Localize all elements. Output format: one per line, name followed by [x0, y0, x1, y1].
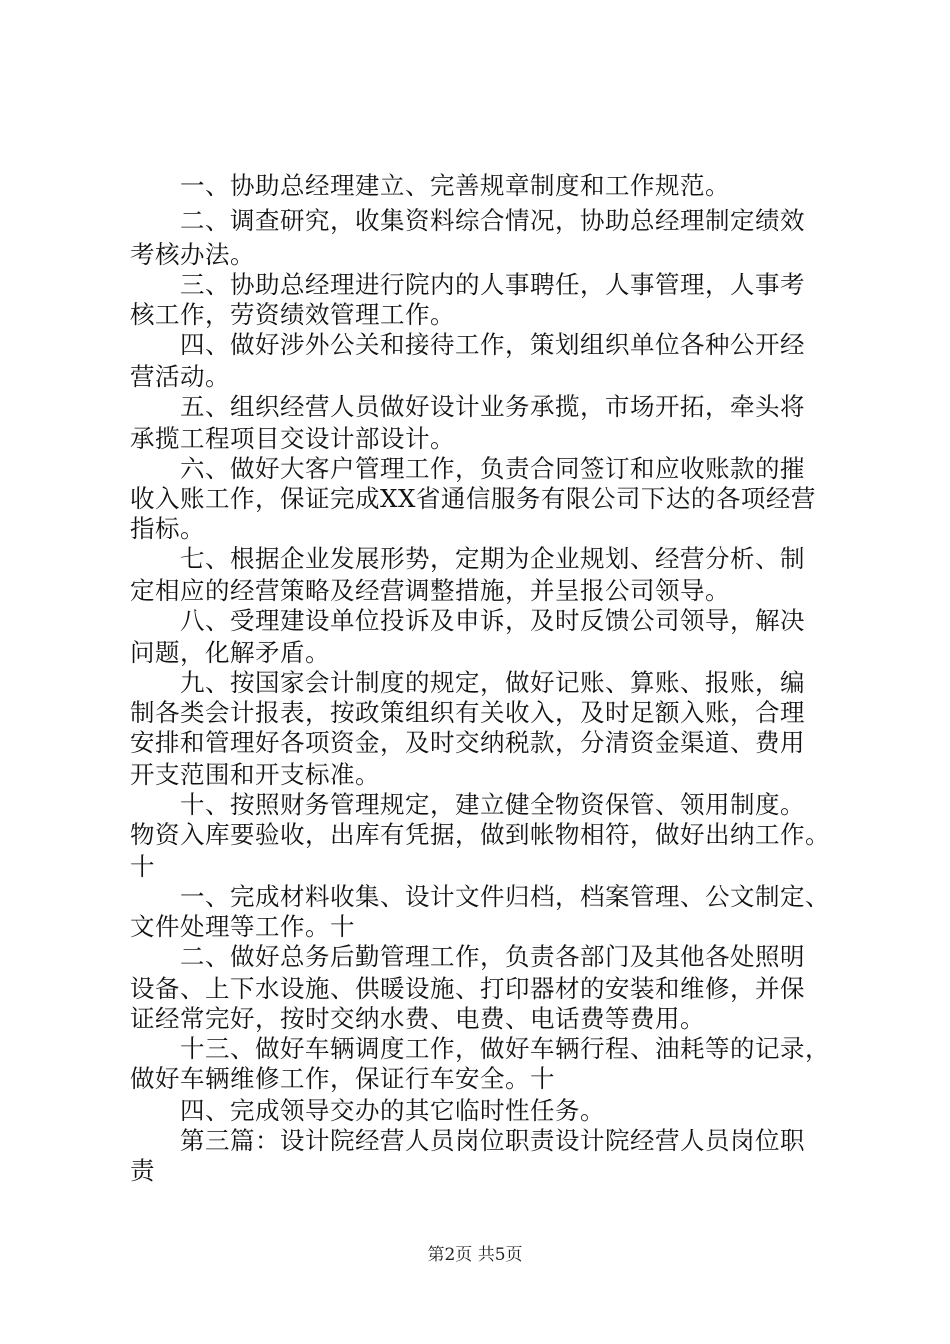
text-line: 十三、做好车辆调度工作，做好车辆行程、油耗等的记录，: [180, 1034, 830, 1063]
text-line: 定相应的经营策略及经营调整措施，并呈报公司领导。: [130, 576, 730, 605]
text-line: 问题，化解矛盾。: [130, 638, 330, 667]
text-line: 核工作，劳资绩效管理工作。: [130, 300, 455, 329]
text-line: 证经常完好，按时交纳水费、电费、电话费等费用。: [130, 1004, 705, 1033]
text-line: 做好车辆维修工作，保证行车安全。十: [130, 1064, 555, 1093]
text-line: 一、完成材料收集、设计文件归档，档案管理、公文制定、: [180, 882, 830, 911]
text-line: 四、做好涉外公关和接待工作，策划组织单位各种公开经: [180, 330, 805, 359]
text-line: 责: [130, 1156, 155, 1185]
text-line: 物资入库要验收，出库有凭据，做到帐物相符，做好出纳工作。: [130, 820, 830, 849]
text-line: 设备、上下水设施、供暖设施、打印器材的安装和维修，并保: [130, 974, 805, 1003]
text-line: 八、受理建设单位投诉及申诉，及时反馈公司领导，解决: [180, 606, 805, 635]
text-line: 承揽工程项目交设计部设计。: [130, 424, 455, 453]
text-line: 安排和管理好各项资金，及时交纳税款，分清资金渠道、费用: [130, 728, 805, 757]
text-line: 十: [130, 852, 155, 881]
text-line: 开支范围和开支标准。: [130, 760, 380, 789]
text-line: 指标。: [130, 514, 205, 543]
text-line: 三、协助总经理进行院内的人事聘任，人事管理，人事考: [180, 270, 805, 299]
text-line: 营活动。: [130, 362, 230, 391]
text-line: 六、做好大客户管理工作，负责合同签订和应收账款的摧: [180, 454, 805, 483]
text-line: 一、协助总经理建立、完善规章制度和工作规范。: [180, 171, 730, 200]
text-line: 收入账工作，保证完成XX省通信服务有限公司下达的各项经营: [130, 484, 816, 513]
text-line: 第三篇：设计院经营人员岗位职责设计院经营人员岗位职: [180, 1126, 805, 1155]
text-line: 七、根据企业发展形势，定期为企业规划、经营分析、制: [180, 544, 805, 573]
text-line: 二、调查研究，收集资料综合情况，协助总经理制定绩效: [180, 206, 805, 235]
page-number: 第2页 共5页: [427, 1245, 523, 1265]
text-line: 四、完成领导交办的其它临时性任务。: [180, 1096, 605, 1125]
text-line: 十、按照财务管理规定，建立健全物资保管、领用制度。: [180, 790, 805, 819]
text-line: 九、按国家会计制度的规定，做好记账、算账、报账，编: [180, 668, 805, 697]
text-line: 制各类会计报表，按政策组织有关收入，及时足额入账，合理: [130, 698, 805, 727]
text-line: 二、做好总务后勤管理工作，负责各部门及其他各处照明: [180, 942, 805, 971]
text-line: 五、组织经营人员做好设计业务承揽，市场开拓，牵头将: [180, 392, 805, 421]
text-line: 考核办法。: [130, 240, 255, 269]
text-line: 文件处理等工作。十: [130, 912, 355, 941]
